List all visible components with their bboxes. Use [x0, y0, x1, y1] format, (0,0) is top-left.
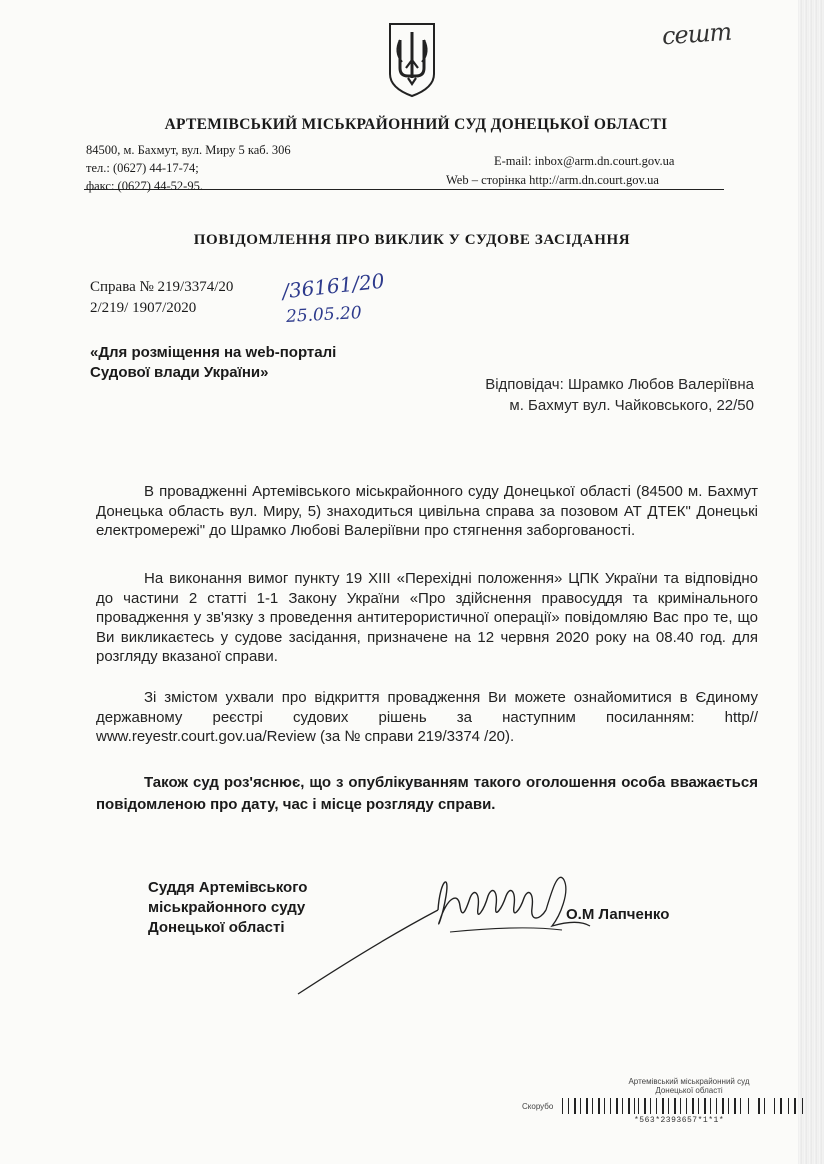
proceeding-number: 2/219/ 1907/2020 — [90, 300, 197, 316]
paragraph-summons: На виконання вимог пункту 19 ХІІІ «Перехідні положення» ЦПК України та відповідно до частини 2 статті 1-1 Закону України «Про здійснення правосуддя та кримінального провадження у зв'язку з проведення антитерористичної операції» повідомляю Вас про те, що Ви викликаєтесь у судове засідання, призначене на 12 червня 2020 року на 08.40 год. для розгляду вказаної справи. — [96, 570, 758, 665]
barcode-number: *563*2393657*1*1* — [634, 1116, 725, 1125]
judge-title-line: міськрайонного суду — [148, 899, 306, 916]
stamp-line: Артемівський міськрайонний суд — [628, 1077, 750, 1086]
court-fax: факс: (0627) 44-52-95. — [86, 179, 203, 193]
handwritten-date: 25.05.20 — [285, 303, 363, 327]
court-website: Web – сторінка http://arm.dn.court.gov.ua — [446, 173, 659, 187]
document-barcode — [562, 1098, 808, 1116]
court-email: E-mail: inbox@arm.dn.court.gov.ua — [494, 154, 675, 168]
stamp-line: Донецької області — [655, 1086, 723, 1095]
paragraph-notification-clarification: Також суд роз'яснює, що з опублікуванням такого оголошення особа вважається повідомленою про дату, час і місце розгляду справи. — [96, 774, 758, 813]
web-note-line: Судової влади України» — [90, 364, 269, 381]
respondent-name: Відповідач: Шрамко Любов Валеріївна — [485, 376, 754, 393]
notice-title: ПОВІДОМЛЕННЯ ПРО ВИКЛИК У СУДОВЕ ЗАСІДАННЯ — [193, 232, 631, 248]
paragraph-proceeding: В провадженні Артемівського міськрайонного суду Донецької області (84500 м. Бахмут Донецька область вул. Миру, 5) знаходиться цивільна справа за позовом АТ ДТЕК" Донецькі електромережі" до Шрамко Любові Валеріївни про стягнення заборгованості. — [96, 483, 758, 539]
web-note-line: «Для розміщення на web-порталі — [90, 344, 337, 361]
case-number: Справа № 219/3374/20 — [90, 279, 234, 295]
judge-title-line: Донецької області — [148, 919, 285, 936]
coat-of-arms-icon — [386, 22, 438, 98]
court-stamp — [604, 1077, 774, 1095]
corner-handwritten-note: сешт — [661, 17, 733, 51]
handwritten-registration-number: /36161/20 — [281, 268, 386, 304]
judge-name: О.М Лапченко — [566, 906, 670, 923]
judge-title-line: Суддя Артемівського — [148, 879, 308, 896]
scan-edge-shadow — [798, 0, 824, 1164]
judge-signature — [290, 850, 620, 1010]
respondent-address: м. Бахмут вул. Чайковського, 22/50 — [509, 397, 754, 414]
header-divider — [84, 189, 724, 190]
scan-label: Скорубо — [522, 1102, 554, 1111]
court-phone: тел.: (0627) 44-17-74; — [86, 161, 199, 175]
paragraph-registry-link: Зі змістом ухвали про відкриття провадження Ви можете ознайомитися в Єдиному державному реєстрі судових рішень за наступним посиланням: http// www.reyestr.court.gov.ua/Review (за № справи 219/3374 /20). — [96, 689, 758, 745]
web-portal-note — [90, 343, 420, 383]
court-address: 84500, м. Бахмут, вул. Миру 5 каб. 306 — [86, 143, 291, 157]
court-name: АРТЕМІВСЬКИЙ МІСЬКРАЙОННИЙ СУД ДОНЕЦЬКОЇ ОБЛАСТІ — [164, 116, 668, 133]
